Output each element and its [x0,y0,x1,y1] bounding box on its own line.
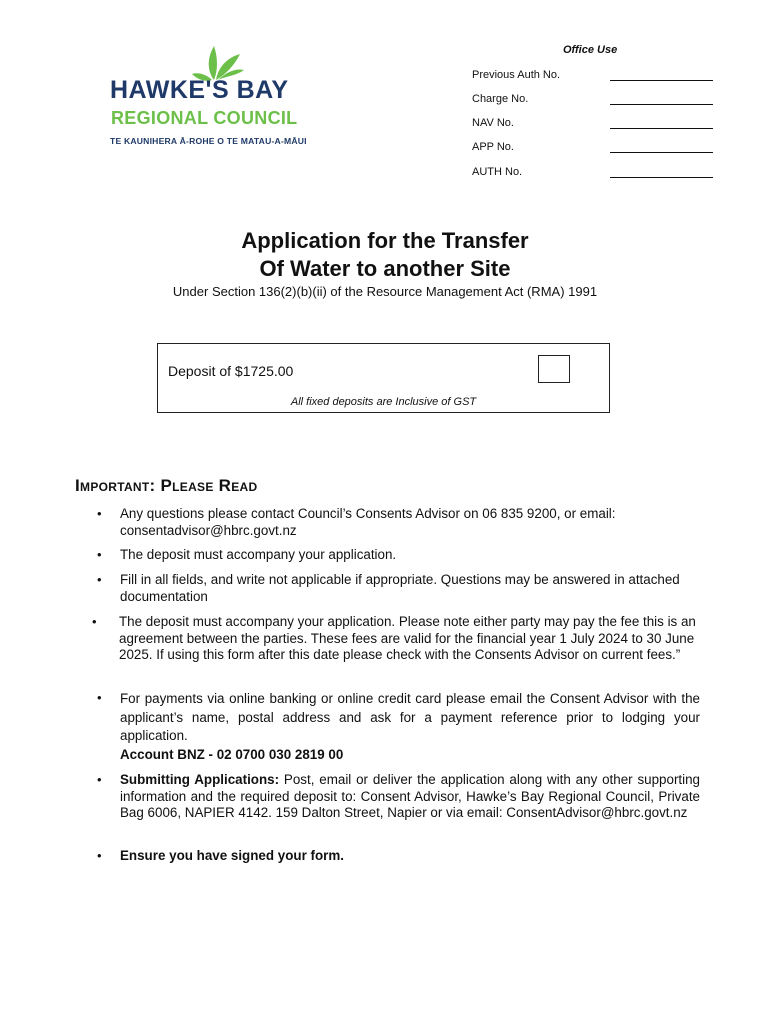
app-no-field[interactable] [610,152,713,153]
list-item [120,848,700,865]
office-row-label: NAV No. [472,117,514,129]
list-item: Fill in all fields, and write not applicable if appropriate. Questions may be answered in attached documentation [120,572,680,604]
list-item [120,690,700,764]
bullet-dot: • [92,614,97,629]
submitting-text: Post, email or deliver the application along with any other supporting information and the required deposit to: Consent Advisor, Hawke’s Bay Regional Council, Private Bag 6006, NAPIER 4142. 159 Dalton Street, Napier or via email: ConsentAdvisor@hbrc.govt.nz [120,772,701,820]
logo-maori-name: TE KAUNIHERA Ā-ROHE O TE MATAU-A-MĀUI [110,136,307,146]
page-title-line2: Of Water to another Site [259,256,511,281]
office-row-auth [472,166,717,182]
deposit-checkbox[interactable] [538,355,570,383]
office-row-label: AUTH No. [472,166,523,178]
list-item: The deposit must accompany your application. Please note either party may pay the fee this is an agreement between the parties. These fees are valid for the financial year 1 July 2024 to 30 June 2025. If using this form after this date please check with the Consents Advisor on current fees.” [119,614,696,662]
office-row-label: APP No. [472,141,514,153]
bullet-dot: • [97,848,102,863]
deposit-label: Deposit of $1725.00 [168,363,294,379]
signed-reminder: Ensure you have signed your form. [120,848,344,863]
charge-no-field[interactable] [610,104,713,105]
list-item [120,772,700,822]
office-row-app [472,141,717,157]
online-payment-text: For payments via online banking or online credit card please email the Consent Advisor with the applicant’s name, postal address and ask for a payment reference prior to lodging your application. [120,691,700,743]
auth-no-field[interactable] [610,177,713,178]
deposit-box [157,343,610,413]
bullet-dot: • [97,547,102,562]
office-row-nav [472,117,717,133]
logo-name: HAWKE'S BAY [110,76,289,104]
office-row-previous-auth [472,69,717,85]
office-row-label: Previous Auth No. [472,69,561,81]
logo-subtitle: REGIONAL COUNCIL [111,108,298,128]
bullet-dot: • [97,506,102,521]
bullet-dot: • [97,572,102,587]
page-title-line1: Application for the Transfer [241,228,529,253]
nav-no-field[interactable] [610,128,713,129]
deposit-gst-note: All fixed deposits are Inclusive of GST [290,396,477,408]
page-subtitle: Under Section 136(2)(b)(ii) of the Resource Management Act (RMA) 1991 [172,284,598,299]
bank-account-number: Account BNZ - 02 0700 030 2819 00 [120,746,344,762]
important-heading: Important: Please Read [75,476,258,495]
list-item: Any questions please contact Council’s Consents Advisor on 06 835 9200, or email: consentadvisor@hbrc.govt.nz [120,506,616,538]
previous-auth-field[interactable] [610,80,713,81]
office-row-charge [472,93,717,109]
office-use-title: Office Use [563,44,618,56]
bullet-dot: • [97,772,102,787]
bullet-dot: • [97,690,102,705]
office-row-label: Charge No. [472,93,529,105]
submitting-label: Submitting Applications: [120,772,280,787]
list-item: The deposit must accompany your application. [120,547,397,562]
